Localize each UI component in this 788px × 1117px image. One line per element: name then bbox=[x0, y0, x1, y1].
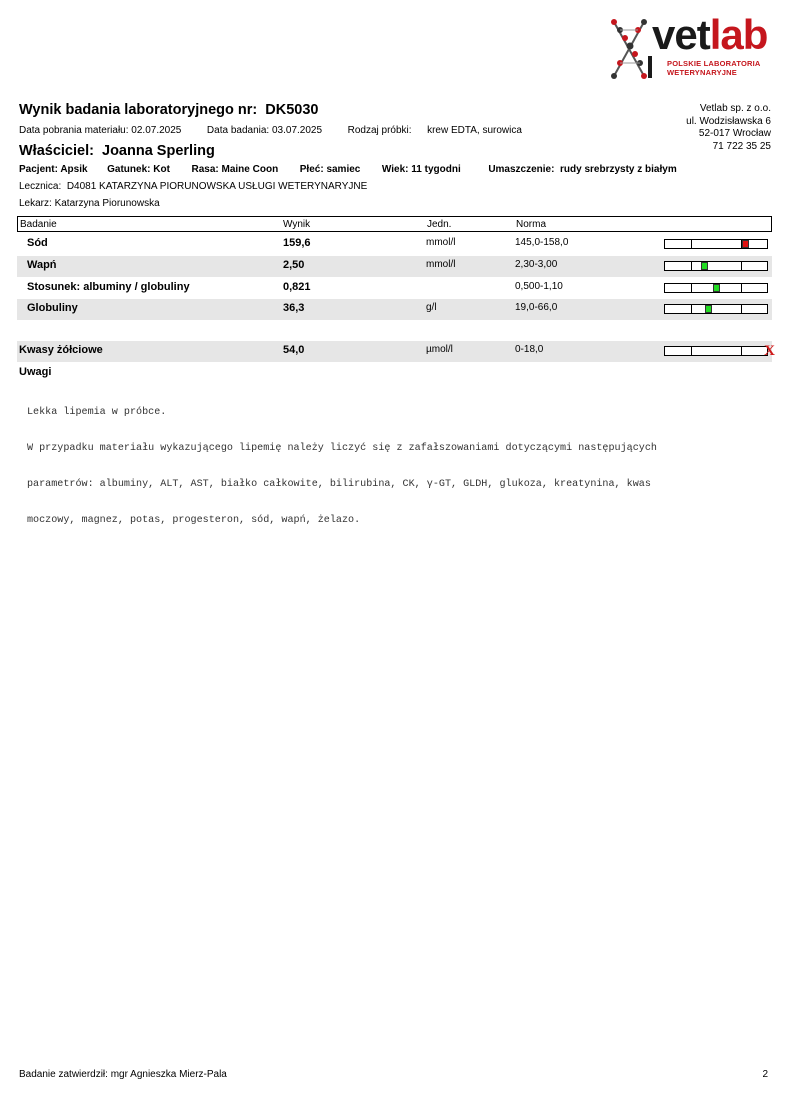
result-marker bbox=[713, 284, 720, 292]
test-norm: 0-18,0 bbox=[515, 344, 544, 355]
range-indicator bbox=[664, 239, 768, 249]
result-marker bbox=[742, 240, 749, 248]
owner-line: Właściciel: Joanna Sperling bbox=[19, 143, 215, 159]
company-city: 52-017 Wrocław bbox=[698, 128, 771, 139]
test-value: 159,6 bbox=[283, 237, 311, 249]
approver-name: mgr Agnieszka Mierz-Pala bbox=[110, 1069, 227, 1080]
clinic-line: Lecznica: D4081 KATARZYNA PIORUNOWSKA USŁUGI WETERYNARYJNE bbox=[19, 181, 368, 192]
range-low-tick bbox=[691, 347, 692, 355]
test-norm: 145,0-158,0 bbox=[515, 237, 569, 248]
range-high-tick bbox=[741, 284, 742, 292]
range-low-tick bbox=[691, 262, 692, 270]
patient-line: Pacjent: Apsik Gatunek: Kot Rasa: Maine Coon Płeć: samiec Wiek: 11 tygodni Umaszczenie: rudy srebrzysty z białym bbox=[19, 164, 677, 175]
remarks-line: Lekka lipemia w próbce. bbox=[27, 407, 167, 418]
page-number: 2 bbox=[762, 1069, 768, 1080]
range-high-tick bbox=[741, 347, 742, 355]
test-value: 2,50 bbox=[283, 259, 305, 271]
table-row-globuliny bbox=[17, 299, 772, 320]
range-high-tick bbox=[741, 305, 742, 313]
company-address bbox=[686, 103, 771, 153]
test-norm: 19,0-66,0 bbox=[515, 302, 558, 313]
report-number: DK5030 bbox=[265, 102, 319, 118]
test-unit: mmol/l bbox=[426, 237, 456, 248]
patient-age: 11 tygodni bbox=[411, 164, 461, 175]
company-street: ul. Wodzisławska 6 bbox=[686, 115, 771, 127]
test-name: Stosunek: albuminy / globuliny bbox=[27, 281, 190, 293]
patient-coat: rudy srebrzysty z białym bbox=[560, 164, 677, 175]
table-row-sod bbox=[17, 234, 772, 255]
test-unit: g/l bbox=[426, 302, 437, 313]
test-unit: µmol/l bbox=[426, 344, 453, 355]
remarks-title: Uwagi bbox=[19, 366, 52, 378]
logo-wordmark: vetlab bbox=[652, 11, 768, 58]
range-indicator bbox=[664, 261, 768, 271]
test-name: Kwasy żółciowe bbox=[19, 344, 103, 356]
doctor-line: Lekarz: Katarzyna Piorunowska bbox=[19, 198, 160, 209]
remarks-line: W przypadku materiału wykazującego lipemię należy liczyć się z zafałszowaniami dotyczącymi następujących bbox=[27, 443, 657, 454]
range-low-tick bbox=[691, 305, 692, 313]
col-result-header: Wynik bbox=[283, 219, 311, 230]
patient-name: Apsik bbox=[60, 164, 88, 175]
logo-subtitle: POLSKIE LABORATORIA WETERYNARYJNE bbox=[667, 59, 761, 77]
test-name: Globuliny bbox=[27, 302, 78, 314]
range-low-tick bbox=[691, 284, 692, 292]
col-norm-header: Norma bbox=[516, 219, 547, 230]
exam-date: 03.07.2025 bbox=[271, 125, 323, 136]
remarks-line: moczowy, magnez, potas, progesteron, sód, wapń, żelazo. bbox=[27, 515, 361, 526]
company-name: Vetlab sp. z o.o. bbox=[699, 103, 771, 114]
patient-sex: samiec bbox=[326, 164, 361, 175]
test-value: 54,0 bbox=[283, 344, 305, 356]
approval-line: Badanie zatwierdził: mgr Agnieszka Mierz-Pala bbox=[19, 1069, 227, 1080]
test-norm: 2,30-3,00 bbox=[515, 259, 558, 270]
col-unit-header: Jedn. bbox=[427, 219, 452, 230]
test-name: Wapń bbox=[27, 259, 57, 271]
result-marker bbox=[705, 305, 712, 313]
range-high-tick bbox=[741, 262, 742, 270]
sample-type: krew EDTA, surowica bbox=[427, 125, 522, 136]
range-indicator bbox=[664, 343, 775, 359]
table-row-albumin-globulin-ratio bbox=[17, 278, 772, 299]
test-value: 0,821 bbox=[283, 281, 311, 293]
out-of-scale-x-icon: X bbox=[764, 343, 775, 359]
remarks-text bbox=[27, 383, 657, 539]
report-title: Wynik badania laboratoryjnego nr: DK5030 bbox=[19, 102, 319, 118]
patient-breed: Maine Coon bbox=[221, 164, 279, 175]
range-low-tick bbox=[691, 240, 692, 248]
owner-name: Joanna Sperling bbox=[102, 143, 215, 159]
range-indicator bbox=[664, 304, 768, 314]
test-unit: mmol/l bbox=[426, 259, 456, 270]
sample-meta: Data pobrania materiału: 02.07.2025 Data badania: 03.07.2025 Rodzaj próbki: krew EDTA, surowica bbox=[19, 125, 522, 136]
test-norm: 0,500-1,10 bbox=[515, 281, 563, 292]
test-value: 36,3 bbox=[283, 302, 305, 314]
doctor-name: Katarzyna Piorunowska bbox=[54, 198, 160, 209]
range-indicator bbox=[664, 283, 768, 293]
result-marker bbox=[701, 262, 708, 270]
remarks-line: parametrów: albuminy, ALT, AST, białko całkowite, bilirubina, CK, γ-GT, GLDH, glukoza, kreatynina, kwas bbox=[27, 479, 651, 490]
table-row-wapn bbox=[17, 256, 772, 277]
patient-species: Kot bbox=[153, 164, 170, 175]
results-table-header bbox=[17, 216, 772, 232]
table-row-kwasy-zolciowe bbox=[17, 341, 775, 362]
test-name: Sód bbox=[27, 237, 48, 249]
sample-date: 02.07.2025 bbox=[131, 125, 182, 136]
col-test-header: Badanie bbox=[20, 219, 57, 230]
clinic-name: D4081 KATARZYNA PIORUNOWSKA USŁUGI WETERYNARYJNE bbox=[66, 181, 368, 192]
company-phone: 71 722 35 25 bbox=[712, 140, 771, 152]
